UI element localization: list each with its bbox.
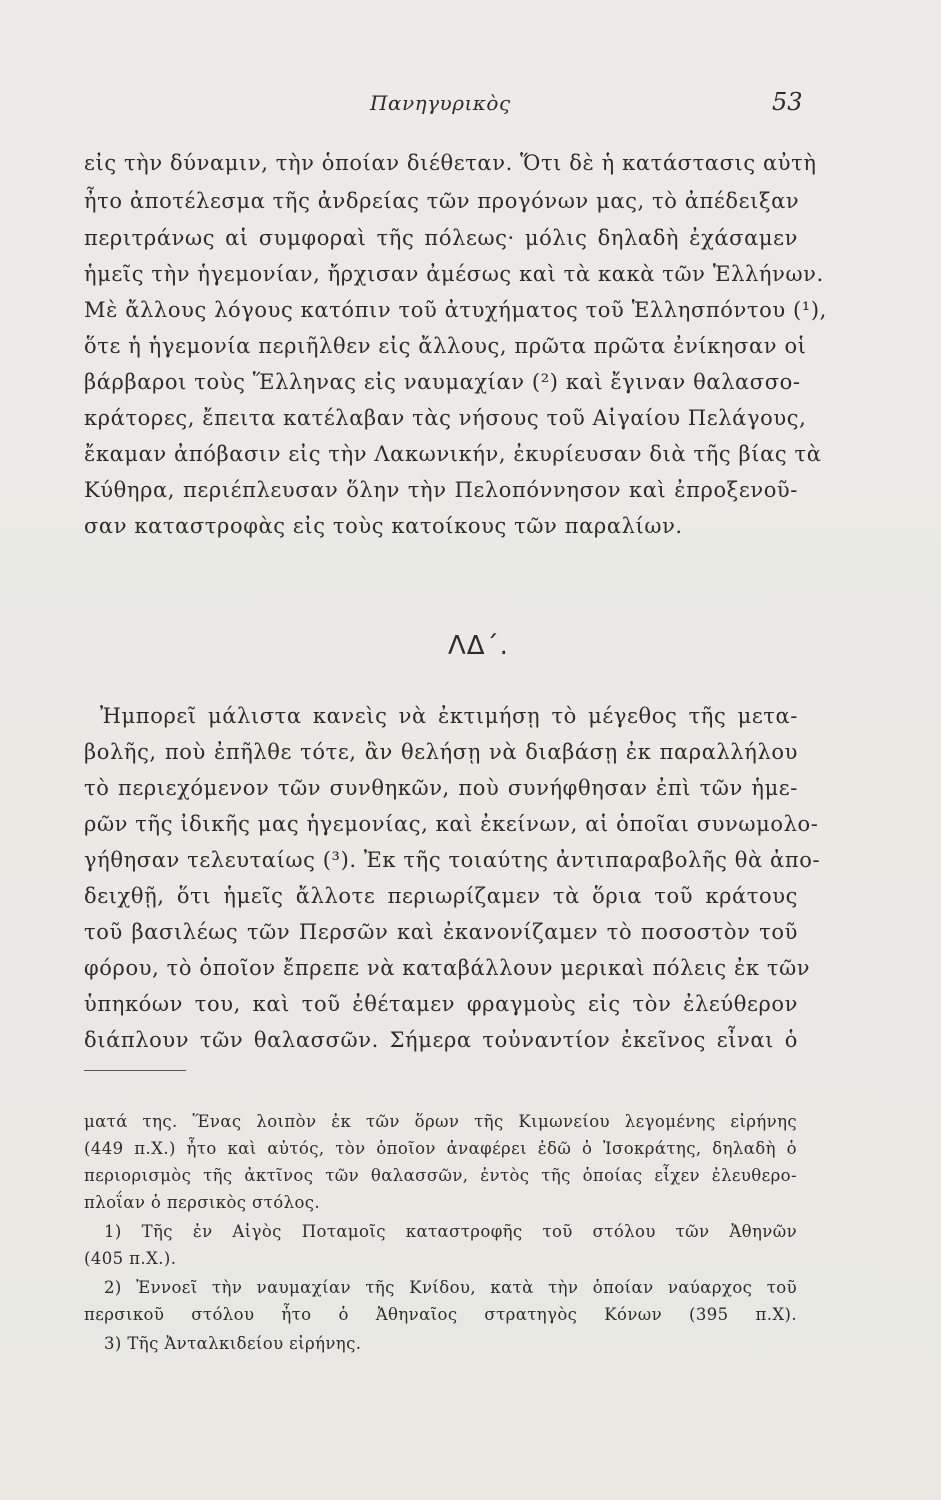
text-line: ἔκαμαν ἀπόβασιν εἰς τὴν Λακωνικήν, ἐκυρίευσαν διὰ τῆς βίας τὰ: [84, 442, 822, 466]
page-number: 53: [772, 88, 803, 116]
text-line: ὑπηκόων του, καὶ τοῦ ἐθέταμεν φραγμοὺς εἰς τὸν ἐλεύθερον: [84, 992, 798, 1016]
text-line: ὅτε ἡ ἡγεμονία περιῆλθεν εἰς ἄλλους, πρῶτα πρῶτα ἐνίκησαν οἱ: [84, 334, 807, 358]
text-line: φόρου, τὸ ὁποῖον ἔπρεπε νὰ καταβάλλουν μερικαὶ πόλεις ἐκ τῶν: [84, 956, 811, 980]
text-line: τοῦ βασιλέως τῶν Περσῶν καὶ ἐκανονίζαμεν τὸ ποσοστὸν τοῦ: [84, 920, 798, 944]
footnote-line: πλοΐαν ὁ περσικὸς στόλος.: [84, 1193, 321, 1212]
footnote-line: (449 π.Χ.) ἦτο καὶ αὐτός, τὸν ὁποῖον ἀναφέρει ἐδῶ ὁ Ἰσοκράτης, δηλαδὴ ὁ: [84, 1139, 797, 1158]
footnote-rule: [84, 1070, 186, 1071]
text-line: ἡμεῖς τὴν ἡγεμονίαν, ἤρχισαν ἀμέσως καὶ τὰ κακὰ τῶν Ἑλλήνων.: [84, 262, 824, 286]
footnote-line: περιορισμὸς τῆς ἀκτῖνος τῶν θαλασσῶν, ἐντὸς τῆς ὁποίας εἶχεν ἐλευθερο-: [84, 1166, 797, 1185]
footnote-line: (405 π.Χ.).: [84, 1249, 177, 1268]
section-heading: ΛΔ΄.: [448, 631, 509, 661]
text-line: ἦτο ἀποτέλεσμα τῆς ἀνδρείας τῶν προγόνων μας, τὸ ἀπέδειξαν: [84, 189, 800, 213]
footnote-1: 1) Τῆς ἐν Αἰγὸς Ποταμοῖς καταστροφῆς τοῦ στόλου τῶν Ἀθηνῶν: [104, 1222, 797, 1241]
text-line: ρῶν τῆς ἰδικῆς μας ἡγεμονίας, καὶ ἐκείνων, αἱ ὁποῖαι συνωμολο-: [84, 812, 819, 836]
text-line: δειχθῇ, ὅτι ἡμεῖς ἄλλοτε περιωρίζαμεν τὰ ὅρια τοῦ κράτους: [84, 884, 798, 908]
text-line: περιτράνως αἱ συμφοραὶ τῆς πόλεως· μόλις δηλαδὴ ἐχάσαμεν: [84, 226, 798, 250]
text-line: βάρβαροι τοὺς Ἕλληνας εἰς ναυμαχίαν (²) καὶ ἔγιναν θαλασσο-: [84, 370, 801, 394]
text-line: τὸ περιεχόμενον τῶν συνθηκῶν, ποὺ συνήφθησαν ἐπὶ τῶν ἡμε-: [84, 776, 798, 800]
text-line: κράτορες, ἔπειτα κατέλαβαν τὰς νήσους τοῦ Αἰγαίου Πελάγους,: [84, 406, 807, 430]
text-line: σαν καταστροφὰς εἰς τοὺς κατοίκους τῶν παραλίων.: [84, 514, 683, 538]
text-line: διάπλουν τῶν θαλασσῶν. Σήμερα τοὐναντίον ἐκεῖνος εἶναι ὁ: [84, 1028, 798, 1052]
footnote-line: περσικοῦ στόλου ἦτο ὁ Ἀθηναῖος στρατηγὸς Κόνων (395 π.Χ).: [84, 1305, 797, 1324]
footnote-line: ματά της. Ἕνας λοιπὸν ἐκ τῶν ὅρων τῆς Κιμωνείου λεγομένης εἰρήνης: [84, 1112, 797, 1131]
text-line: Μὲ ἄλλους λόγους κατόπιν τοῦ ἀτυχήματος τοῦ Ἑλλησπόντου (¹),: [84, 298, 827, 322]
footnote-2: 2) Ἐννοεῖ τὴν ναυμαχίαν τῆς Κνίδου, κατὰ τὴν ὁποίαν ναύαρχος τοῦ: [104, 1278, 797, 1297]
text-line: εἰς τὴν δύναμιν, τὴν ὁποίαν διέθεταν. Ὅτι δὲ ἡ κατάστασις αὐτὴ: [84, 151, 817, 175]
running-header-title: Πανηγυρικὸς: [370, 91, 511, 115]
footnote-3: 3) Τῆς Ἀνταλκιδείου εἰρήνης.: [104, 1334, 362, 1353]
text-line: Ἠμπορεῖ μάλιστα κανεὶς νὰ ἐκτιμήσῃ τὸ μέγεθος τῆς μετα-: [100, 704, 798, 728]
text-line: Κύθηρα, περιέπλευσαν ὅλην τὴν Πελοπόννησον καὶ ἐπροξενοῦ-: [84, 478, 798, 502]
text-line: βολῆς, ποὺ ἐπῆλθε τότε, ἂν θελήσῃ νὰ διαβάσῃ ἐκ παραλλήλου: [84, 740, 798, 764]
text-line: γήθησαν τελευταίως (³). Ἐκ τῆς τοιαύτης ἀντιπαραβολῆς θὰ ἀπο-: [84, 848, 821, 872]
